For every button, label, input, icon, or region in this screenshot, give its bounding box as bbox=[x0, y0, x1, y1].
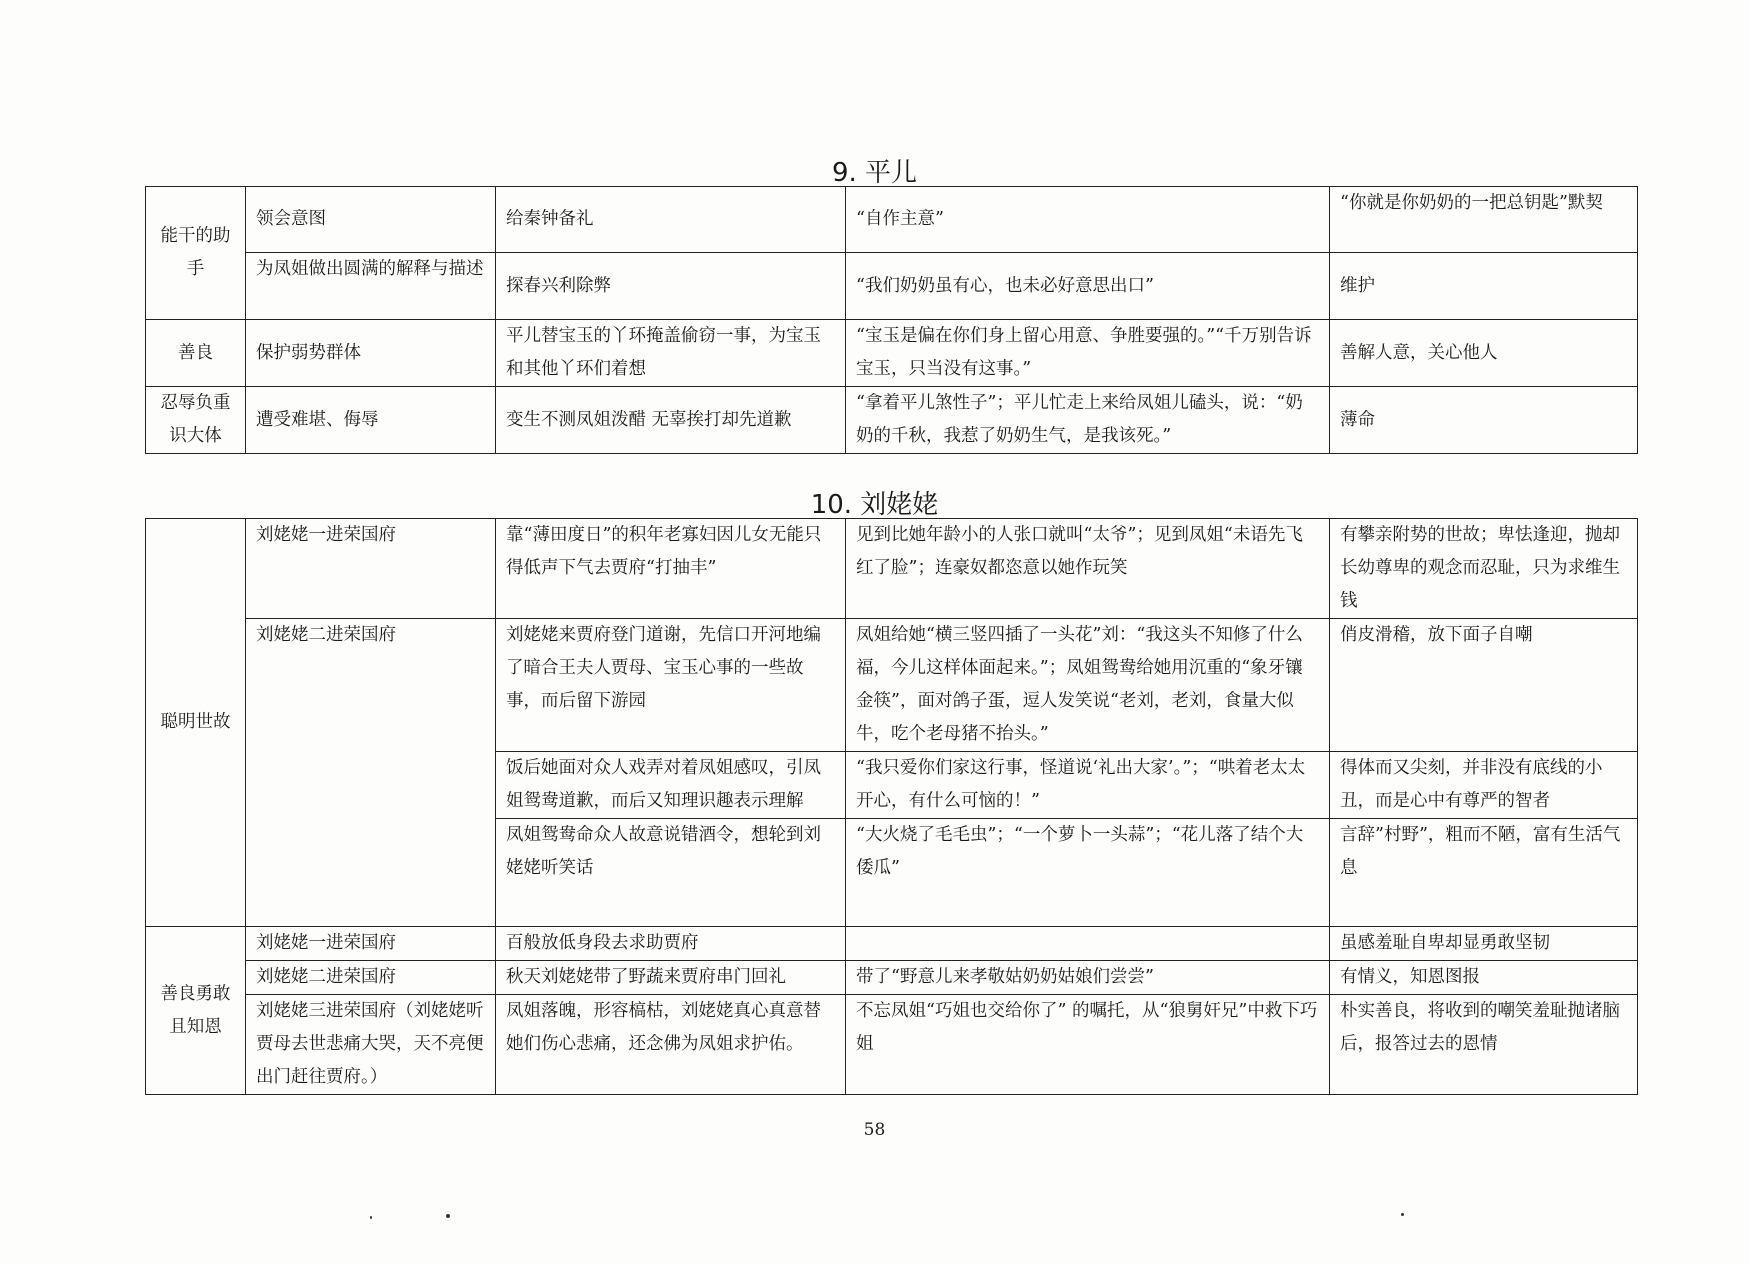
table-cell bbox=[846, 927, 1330, 961]
table-cell: “大火烧了毛毛虫”；“一个萝卜一头蒜”；“花儿落了结个大倭瓜” bbox=[846, 819, 1330, 927]
pinger-table bbox=[145, 186, 1638, 454]
table-row bbox=[146, 320, 1638, 387]
table-cell: 薄命 bbox=[1330, 387, 1638, 454]
table-cell: 探春兴利除弊 bbox=[496, 253, 846, 320]
table-row bbox=[146, 387, 1638, 454]
table-cell: 凤姐落魄，形容槁枯，刘姥姥真心真意替她们伤心悲痛，还念佛为凤姐求护佑。 bbox=[496, 995, 846, 1095]
table-cell: 刘姥姥二进荣国府 bbox=[246, 619, 496, 927]
table-cell: 保护弱势群体 bbox=[246, 320, 496, 387]
table-cell: 维护 bbox=[1330, 253, 1638, 320]
table-cell: 刘姥姥来贾府登门道谢，先信口开河地编了暗合王夫人贾母、宝玉心事的一些故事，而后留下游园 bbox=[496, 619, 846, 752]
liulaolao-table bbox=[145, 518, 1638, 1095]
table-cell: 不忘凤姐“巧姐也交给你了” 的嘱托，从“狼舅奸兄”中救下巧姐 bbox=[846, 995, 1330, 1095]
table-cell: 朴实善良，将收到的嘲笑羞耻抛诸脑后，报答过去的恩情 bbox=[1330, 995, 1638, 1095]
table-cell: 凤姐鸳鸯命众人故意说错酒令，想轮到刘姥姥听笑话 bbox=[496, 819, 846, 927]
category-cell: 忍辱负重识大体 bbox=[146, 387, 246, 454]
table-cell: 刘姥姥三进荣国府（刘姥姥听贾母去世悲痛大哭，天不亮便出门赶往贾府。） bbox=[246, 995, 496, 1095]
table-cell: 为凤姐做出圆满的解释与描述 bbox=[246, 253, 496, 320]
table-cell: 给秦钟备礼 bbox=[496, 187, 846, 253]
table-cell: 刘姥姥二进荣国府 bbox=[246, 961, 496, 995]
category-cell: 善良 bbox=[146, 320, 246, 387]
category-cell: 聪明世故 bbox=[146, 519, 246, 927]
table-cell: 平儿替宝玉的丫环掩盖偷窃一事，为宝玉和其他丫环们着想 bbox=[496, 320, 846, 387]
scan-speck bbox=[370, 1216, 372, 1219]
table-cell: “你就是你奶奶的一把总钥匙”默契 bbox=[1330, 187, 1638, 253]
table-cell: 领会意图 bbox=[246, 187, 496, 253]
table-row bbox=[146, 519, 1638, 619]
table-cell: 凤姐给她“横三竖四插了一头花”刘：“我这头不知修了什么福，今儿这样体面起来。”；凤姐鸳鸯给她用沉重的“象牙镶金筷”，面对鸽子蛋，逗人发笑说“老刘，老刘，食量大似牛，吃个老母猪不抬头。” bbox=[846, 619, 1330, 752]
table-cell: 得体而又尖刻，并非没有底线的小丑，而是心中有尊严的智者 bbox=[1330, 752, 1638, 819]
table-cell: 刘姥姥一进荣国府 bbox=[246, 519, 496, 619]
table-row bbox=[146, 927, 1638, 961]
table-cell: “拿着平儿煞性子”；平儿忙走上来给凤姐儿磕头，说：“奶奶的千秋，我惹了奶奶生气，是我该死。” bbox=[846, 387, 1330, 454]
table-cell: “宝玉是偏在你们身上留心用意、争胜要强的。”“千万别告诉宝玉，只当没有这事。” bbox=[846, 320, 1330, 387]
table-row bbox=[146, 995, 1638, 1095]
table-cell: 带了“野意儿来孝敬姑奶奶姑娘们尝尝” bbox=[846, 961, 1330, 995]
table-row bbox=[146, 961, 1638, 995]
table-row bbox=[146, 253, 1638, 320]
category-cell: 善良勇敢且知恩 bbox=[146, 927, 246, 1095]
table-cell: 饭后她面对众人戏弄对着凤姐感叹，引凤姐鸳鸯道歉，而后又知理识趣表示理解 bbox=[496, 752, 846, 819]
table-cell: 言辞”村野”，粗而不陋，富有生活气息 bbox=[1330, 819, 1638, 927]
table-cell: 刘姥姥一进荣国府 bbox=[246, 927, 496, 961]
table-cell: 秋天刘姥姥带了野蔬来贾府串门回礼 bbox=[496, 961, 846, 995]
scan-speck bbox=[1401, 1213, 1404, 1216]
table-cell: 见到比她年龄小的人张口就叫“太爷”；见到凤姐“未语先飞红了脸”；连豪奴都恣意以她作玩笑 bbox=[846, 519, 1330, 619]
table-cell: 虽感羞耻自卑却显勇敢坚韧 bbox=[1330, 927, 1638, 961]
category-cell: 能干的助手 bbox=[146, 187, 246, 320]
scan-speck bbox=[446, 1214, 450, 1218]
table-cell: 俏皮滑稽，放下面子自嘲 bbox=[1330, 619, 1638, 752]
table-row bbox=[146, 187, 1638, 253]
table-cell: 遭受难堪、侮辱 bbox=[246, 387, 496, 454]
table-row bbox=[146, 619, 1638, 752]
table-cell: 百般放低身段去求助贾府 bbox=[496, 927, 846, 961]
table-cell: 善解人意，关心他人 bbox=[1330, 320, 1638, 387]
page-number: 58 bbox=[863, 1120, 886, 1140]
table-cell: 有情义，知恩图报 bbox=[1330, 961, 1638, 995]
section-title-liulaolao: 10. 刘姥姥 bbox=[810, 490, 939, 520]
table-cell: “自作主意” bbox=[846, 187, 1330, 253]
section-title-pinger: 9. 平儿 bbox=[831, 158, 918, 188]
table-cell: 有攀亲附势的世故；卑怯逢迎，抛却长幼尊卑的观念而忍耻，只为求维生钱 bbox=[1330, 519, 1638, 619]
table-cell: 变生不测凤姐泼醋 无辜挨打却先道歉 bbox=[496, 387, 846, 454]
table-cell: 靠“薄田度日”的积年老寡妇因儿女无能只得低声下气去贾府“打抽丰” bbox=[496, 519, 846, 619]
table-cell: “我只爱你们家这行事，怪道说‘礼出大家’。”；“哄着老太太开心，有什么可恼的！” bbox=[846, 752, 1330, 819]
table-cell: “我们奶奶虽有心，也未必好意思出口” bbox=[846, 253, 1330, 320]
